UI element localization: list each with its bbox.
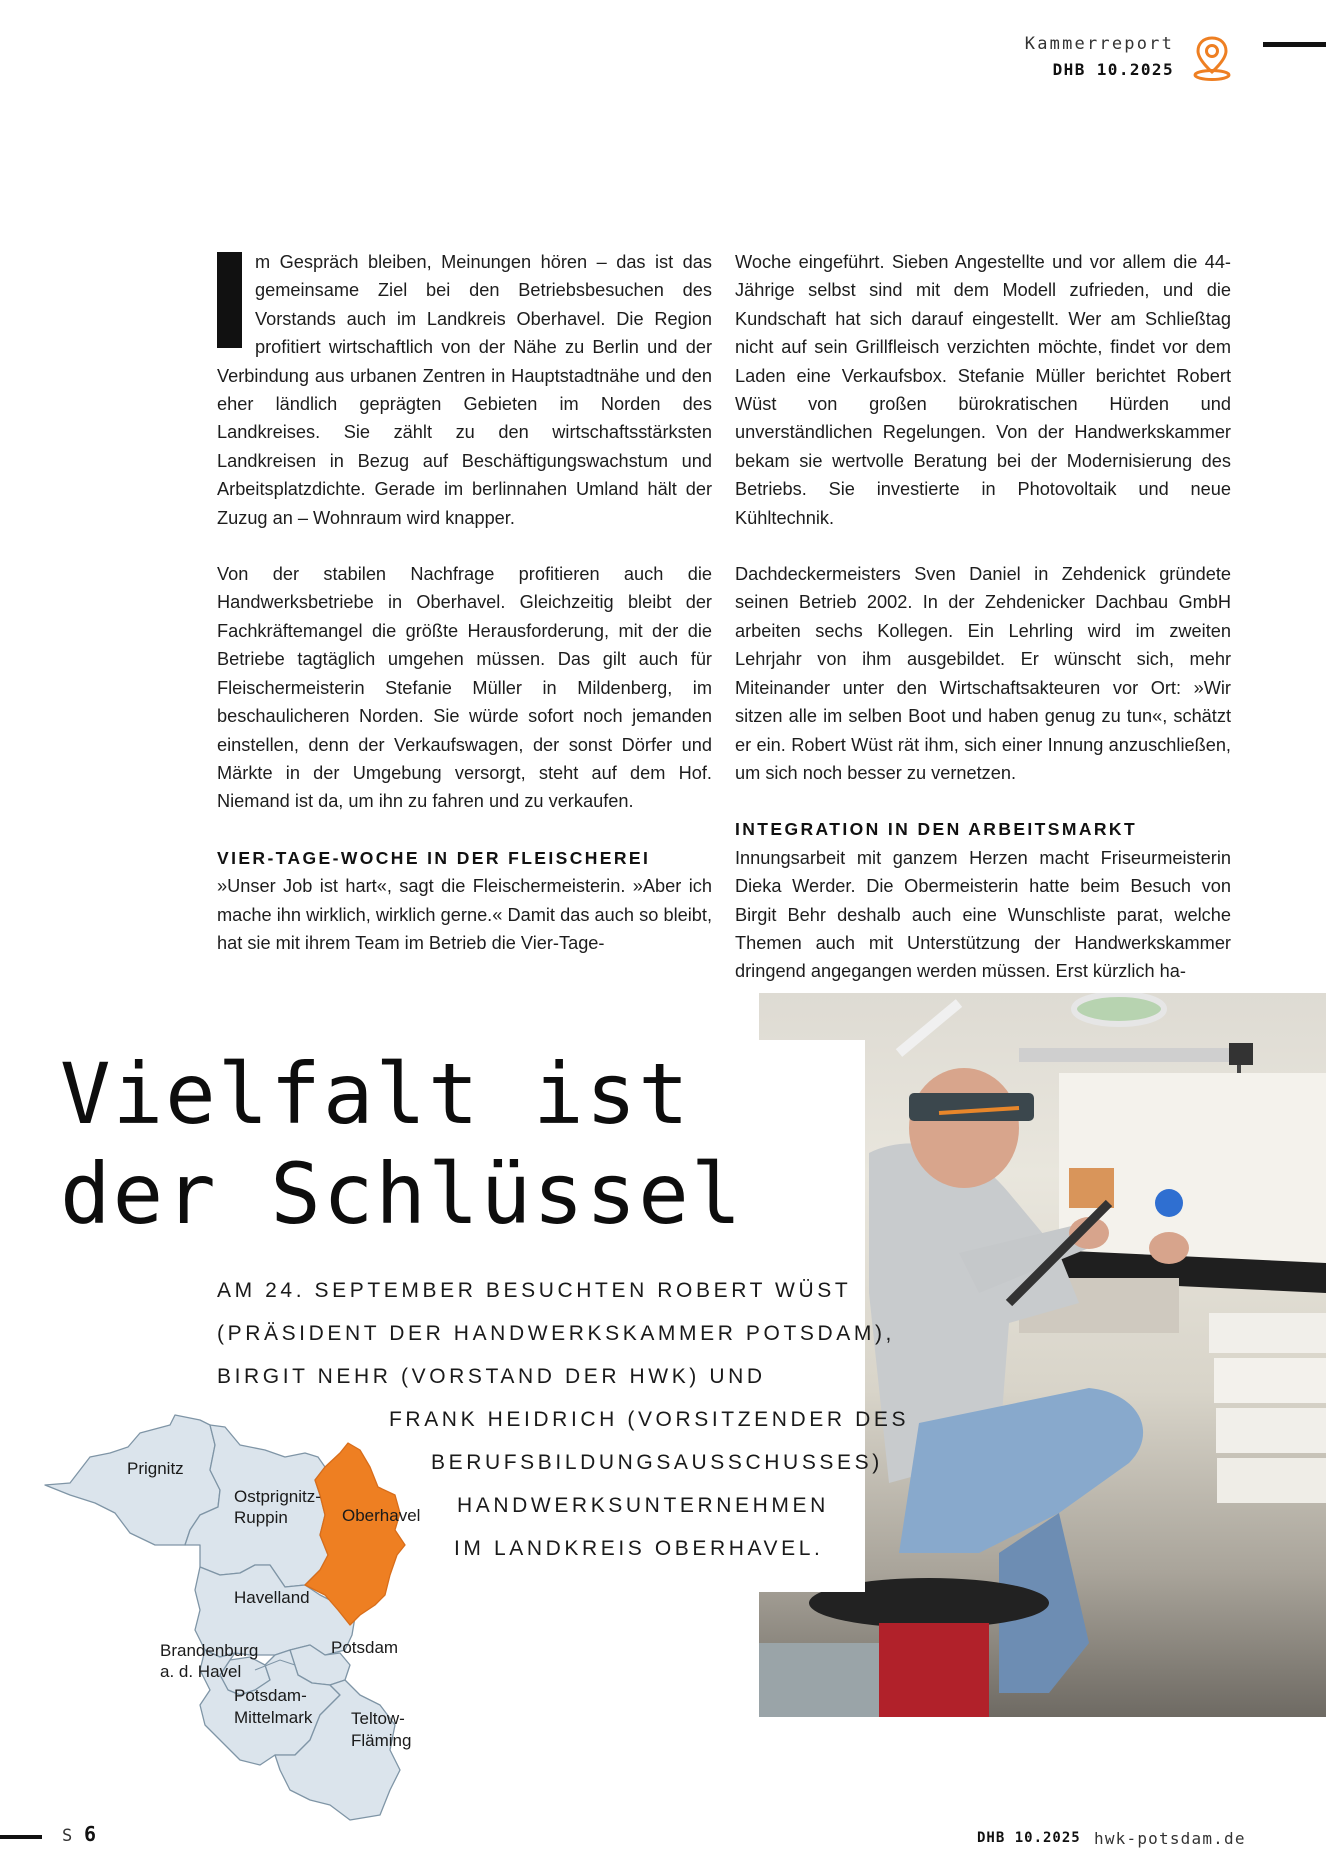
headline-line: der Schlüssel [60,1145,744,1243]
map-label-brandenburg: Brandenburg [160,1641,259,1660]
paragraph: Woche eingeführt. Sieben Angestellte und vor allem die 44-Jährige selbst sind mit dem Modell zufrieden, und die Kundschaft hat sich darauf eingestellt. Wer am Schließtag nicht auf sein Grillfleisch verzichten möchte, findet vor dem Laden eine Verkaufsbox. Stefanie Müller berichtet Robert Wüst von großen bürokratischen Hürden und unverständlichen Regelungen. Von der Handwerkskammer bekam sie wertvolle Beratung bei der Modernisierung des Betriebs. Sie investierte in Photovoltaik und neue Kühltechnik. [735,252,1231,528]
subheading: INTEGRATION IN DEN ARBEITSMARKT [735,819,1138,840]
map-label-prignitz: Prignitz [127,1459,184,1478]
headline-line: Vielfalt ist [60,1045,691,1143]
paragraph: »Unser Job ist hart«, sagt die Fleischermeisterin. »Aber ich mache ihn wirklich, wirklich gerne.« Damit das auch so bleibt, hat sie mit ihrem Team im Betrieb die Vier-Tage- [217,876,712,953]
map-label-teltow: Teltow- [351,1709,405,1728]
page-number: 6 [84,1822,97,1846]
location-pin-icon [1192,34,1232,82]
footer-issue: DHB 10.2025 [977,1830,1081,1846]
header-rule [1263,42,1326,47]
map-label-oberhavel: Oberhavel [342,1506,421,1525]
section-label: Kammerreport [1024,34,1174,54]
map-label-ruppin: Ruppin [234,1508,288,1527]
map-label-mittelmark: Mittelmark [234,1708,313,1727]
intro-line: IM LANDKREIS OBERHAVEL. [454,1537,824,1560]
paragraph: Dachdeckermeisters Sven Daniel in Zehdenick gründete seinen Betrieb 2002. In der Zehdenicker Dachbau GmbH arbeiten sechs Kollegen. Ein Lehrling wird im zweiten Lehrjahr von ihm ausgebildet. Er wünscht sich, mehr Miteinander unter den Wirtschaftsakteuren vor Ort: »Wir sitzen alle im selben Boot und haben genug zu tun«, schätzt er ein. Robert Wüst rät ihm, sich einer Innung anzuschließen, um sich noch besser zu vernetzen. [735,564,1231,783]
map-label-flaeming: Fläming [351,1731,412,1750]
paragraph [217,248,712,532]
intro-line: (PRÄSIDENT DER HANDWERKSKAMMER POTSDAM), [217,1322,895,1345]
subheading: VIER-TAGE-WOCHE IN DER FLEISCHEREI [217,847,651,868]
map-label-potsdam-mittelmark: Potsdam- [234,1686,307,1705]
map-label-brandenburg-havel: a. d. Havel [160,1662,242,1681]
map-label-ostprignitz: Ostprignitz- [234,1487,321,1506]
intro-line: FRANK HEIDRICH (VORSITZENDER DES [389,1408,910,1431]
paragraph: Von der stabilen Nachfrage profitieren auch die Handwerksbetriebe in Oberhavel. Gleichzeitig bleibt der Fachkräftemangel die größte Herausforderung, mit der die Betriebe tagtäglich umgehen müssen. Das gilt auch für Fleischermeisterin Stefanie Müller in Mildenberg, im beschaulicheren Norden. Sie würde sofort noch jemanden einstellen, denn der Verkaufswagen, der sonst Dörfer und Märkte in der Umgebung versorgt, steht auf dem Hof. Niemand ist da, um ihn zu fahren und zu verkaufen. [217,564,712,812]
footer-rule [0,1835,42,1839]
headline [60,1044,743,1244]
article-column-left [217,248,712,985]
intro-line: HANDWERKSUNTERNEHMEN [457,1494,829,1517]
intro-line: AM 24. SEPTEMBER BESUCHTEN ROBERT WÜST [217,1279,852,1302]
brandenburg-map [40,1395,440,1825]
dropcap-i [217,252,242,348]
intro-line: BIRGIT NEHR (VORSTAND DER HWK) UND [217,1365,766,1388]
page-prefix: S [62,1826,73,1846]
article-column-right [735,248,1231,1014]
footer-url[interactable]: hwk-potsdam.de [1094,1829,1246,1848]
paragraph-text: m Gespräch bleiben, Meinungen hören – das ist das gemeinsame Ziel bei den Betriebsbesuchen des Vorstands auch im Landkreis Oberhavel. Die Region profitiert wirtschaftlich von der Nähe zu Berlin und der Verbindung aus urbanen Zentren in Hauptstadtnähe und den eher ländlich geprägten Gebieten im Norden des Landkreises. Sie zählt zu den wirtschaftsstärksten Landkreisen in Bezug auf Beschäftigungswachstum und Arbeitsplatzdichte. Gerade im berlinnahen Umland hält der Zuzug an – Wohnraum wird knapper. [217,252,712,528]
paragraph: Innungsarbeit mit ganzem Herzen macht Friseurmeisterin Dieka Werder. Die Obermeisterin hatte beim Besuch von Birgit Behr deshalb auch eine Wunschliste parat, welche Themen auch mit Unterstützung der Handwerkskammer dringend angegangen werden müssen. Erst kürzlich ha- [735,847,1231,982]
intro-line: BERUFSBILDUNGSAUSSCHUSSES) [431,1451,883,1474]
map-label-potsdam: Potsdam [331,1638,399,1657]
map-label-havelland: Havelland [234,1588,310,1607]
issue-label: DHB 10.2025 [1052,60,1174,79]
